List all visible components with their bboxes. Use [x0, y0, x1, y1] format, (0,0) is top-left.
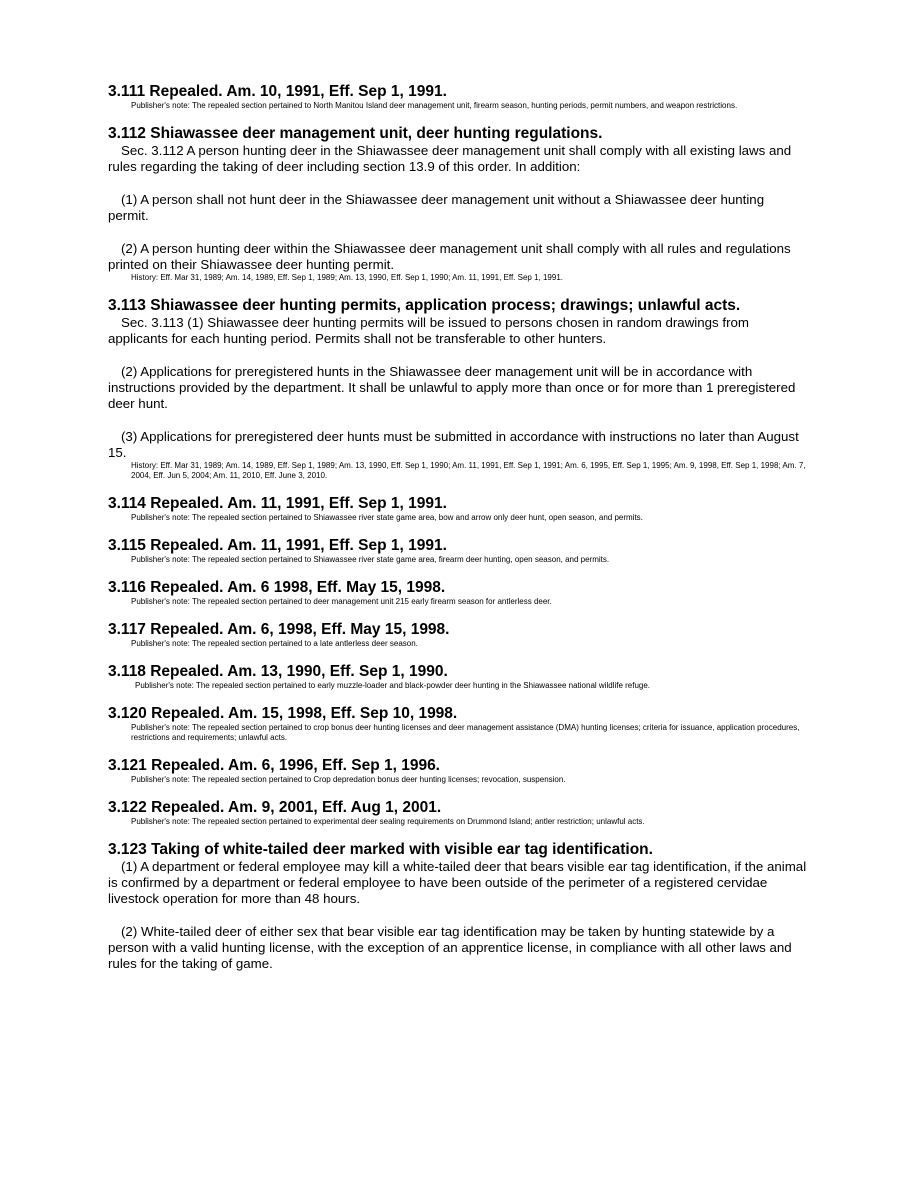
history-note: History: Eff. Mar 31, 1989; Am. 14, 1989, Eff. Sep 1, 1989; Am. 13, 1990, Eff. Sep 1, 1990; Am. 11, 1991, Eff. Sep 1, 1991. — [131, 273, 563, 282]
section-3-111 — [108, 83, 808, 111]
section-3-114 — [108, 495, 808, 523]
section-heading: 3.114 Repealed. Am. 11, 1991, Eff. Sep 1, 1991. — [108, 495, 447, 512]
section-3-113 — [108, 297, 808, 481]
section-heading: 3.115 Repealed. Am. 11, 1991, Eff. Sep 1, 1991. — [108, 537, 447, 554]
section-3-115 — [108, 537, 808, 565]
section-heading: 3.120 Repealed. Am. 15, 1998, Eff. Sep 10, 1998. — [108, 705, 458, 722]
section-paragraph: (2) A person hunting deer within the Shiawassee deer management unit shall comply with all rules and regulations printed on their Shiawassee deer hunting permit. — [108, 241, 791, 272]
publishers-note: Publisher's note: The repealed section pertained to North Manitou Island deer management unit, firearm season, hunting periods, permit numbers, and weapon restrictions. — [131, 101, 738, 110]
section-3-121 — [108, 757, 808, 785]
section-heading: 3.123 Taking of white-tailed deer marked with visible ear tag identification. — [108, 841, 653, 858]
section-paragraph: (1) A person shall not hunt deer in the Shiawassee deer management unit without a Shiawassee deer hunting permit. — [108, 192, 765, 223]
publishers-note: Publisher's note: The repealed section pertained to crop bonus deer hunting licenses and deer management assistance (DMA) hunting licenses; criteria for issuance, application procedures, restrictions and requirements; unlawful acts. — [131, 723, 800, 742]
section-paragraph: Sec. 3.113 (1) Shiawassee deer hunting permits will be issued to persons chosen in random drawings from applicants for each hunting period. Permits shall not be transferable to other hunters. — [108, 315, 749, 346]
section-3-117 — [108, 621, 808, 649]
publishers-note: Publisher's note: The repealed section pertained to experimental deer sealing requirements on Drummond Island; antler restriction; unlawful acts. — [131, 817, 645, 826]
publishers-note: Publisher's note: The repealed section pertained to Shiawassee river state game area, firearm deer hunting, open season, and permits. — [131, 555, 610, 564]
document-page — [108, 83, 808, 986]
section-heading: 3.113 Shiawassee deer hunting permits, application process; drawings; unlawful acts. — [108, 297, 741, 314]
section-heading: 3.118 Repealed. Am. 13, 1990, Eff. Sep 1, 1990. — [108, 663, 448, 680]
history-note: History: Eff. Mar 31, 1989; Am. 14, 1989, Eff. Sep 1, 1989; Am. 13, 1990, Eff. Sep 1, 1990; Am. 11, 1991, Eff. Sep 1, 1991; Am. 6, 1995, Eff. Sep 1, 1995; Am. 9, 1998, Eff. Sep 1, 1998; Am. 7, 2004, Eff. Jun 5, 2004; Am. 11, 2010, Eff. June 3, 2010. — [131, 461, 806, 480]
section-paragraph: Sec. 3.112 A person hunting deer in the Shiawassee deer management unit shall comply with all existing laws and rules regarding the taking of deer including section 13.9 of this order. In addition: — [108, 143, 792, 174]
section-paragraph: (2) White-tailed deer of either sex that bear visible ear tag identification may be taken by hunting statewide by a person with a valid hunting license, with the exception of an apprentice license, in compliance with all other laws and rules for the taking of game. — [108, 924, 792, 971]
section-heading: 3.111 Repealed. Am. 10, 1991, Eff. Sep 1, 1991. — [108, 83, 447, 100]
publishers-note: Publisher's note: The repealed section pertained to a late antlerless deer season. — [131, 639, 418, 648]
section-3-120 — [108, 705, 808, 743]
section-heading: 3.122 Repealed. Am. 9, 2001, Eff. Aug 1, 2001. — [108, 799, 442, 816]
publishers-note: Publisher's note: The repealed section pertained to early muzzle-loader and black-powder deer hunting in the Shiawassee national wildlife refuge. — [135, 681, 651, 690]
section-paragraph: (2) Applications for preregistered hunts in the Shiawassee deer management unit will be in accordance with instructions provided by the department. It shall be unlawful to apply more than once or for more than 1 preregistered deer hunt. — [108, 364, 796, 411]
publishers-note: Publisher's note: The repealed section pertained to deer management unit 215 early firearm season for antlerless deer. — [131, 597, 552, 606]
section-3-123 — [108, 841, 808, 972]
publishers-note: Publisher's note: The repealed section pertained to Crop depredation bonus deer hunting licenses; revocation, suspension. — [131, 775, 566, 784]
section-3-112 — [108, 125, 808, 283]
section-3-116 — [108, 579, 808, 607]
section-heading: 3.116 Repealed. Am. 6 1998, Eff. May 15, 1998. — [108, 579, 446, 596]
section-paragraph: (1) A department or federal employee may kill a white-tailed deer that bears visible ear tag identification, if the animal is confirmed by a department or federal employee to have been outside of the perimeter of a registered cervidae livestock operation for more than 48 hours. — [108, 859, 807, 906]
section-paragraph: (3) Applications for preregistered deer hunts must be submitted in accordance with instructions no later than August 15. — [108, 429, 799, 460]
section-heading: 3.112 Shiawassee deer management unit, deer hunting regulations. — [108, 125, 603, 142]
section-heading: 3.121 Repealed. Am. 6, 1996, Eff. Sep 1, 1996. — [108, 757, 440, 774]
section-3-118 — [108, 663, 808, 691]
section-3-122 — [108, 799, 808, 827]
section-heading: 3.117 Repealed. Am. 6, 1998, Eff. May 15, 1998. — [108, 621, 450, 638]
publishers-note: Publisher's note: The repealed section pertained to Shiawassee river state game area, bow and arrow only deer hunt, open season, and permits. — [131, 513, 643, 522]
